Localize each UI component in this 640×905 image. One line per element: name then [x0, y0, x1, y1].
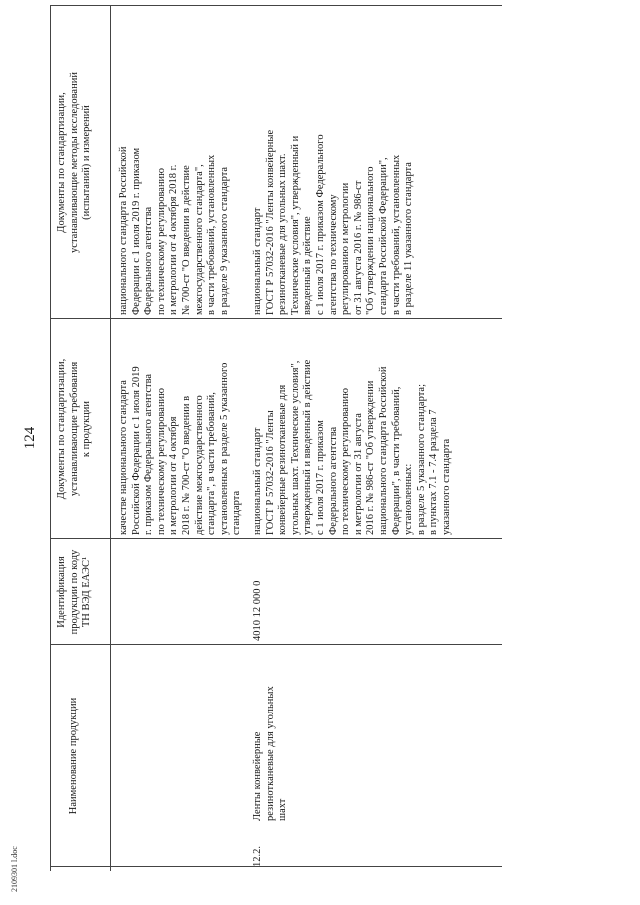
- page-number: 124: [22, 426, 38, 450]
- standards-table: [50, 5, 502, 871]
- row-number-12-2: 12.2.: [252, 846, 263, 867]
- column-rule: [50, 866, 502, 867]
- header-bottom-border: [110, 5, 111, 871]
- product-name-cell: Ленты конвейерные резинотканевые для угольных шахт: [252, 686, 289, 821]
- header-methods-docs: Документы по стандартизации, устанавливающие методы исследований (испытаний) и измерений: [56, 72, 93, 253]
- table-top-border: [50, 5, 51, 871]
- tnved-code-cell: 4010 12 000 0: [252, 580, 263, 641]
- header-product-name: Наименование продукции: [68, 697, 79, 815]
- continued-requirements-cell: качестве национального стандарта Российской Федерации с 1 июля 2019 г. приказом Федерального агентства по техническому регулированию и метрологии от 4 октября 2018 г. № 700-ст "О введении в действие межгосударственного стандарта", в части требований, установленных в разделе 5 указанного стандарта: [118, 362, 243, 535]
- footer-filename: 2109301 l.doc: [10, 846, 19, 892]
- header-requirements-docs: Документы по стандартизации, устанавливающие требования к продукции: [56, 358, 93, 500]
- requirements-cell: национальный стандарт ГОСТ Р 57032-2016 "Ленты конвейерные резинотканевые для угольных шахт. Технические условия", утвержденный и введенный в действие с 1 июля 2017 г. приказом Федерального агентства по техническому регулированию и метрологии от 31 августа 2016 г. № 986-ст "Об утверждении национального стандарта Российской Федерации", в части требований, установленных: в разделе 5 указанного стандарта; в пунктах 7.1 - 7.4 раздела 7 указанного стандарта: [252, 359, 452, 535]
- methods-cell: национальный стандарт ГОСТ Р 57032-2016 "Ленты конвейерные резинотканевые для угольных шахт. Технические условия", утвержденный и введенный в действие с 1 июля 2017 г. приказом Федерального агентства по техническому регулированию и метрологии от 31 августа 2016 г. № 986-ст "Об утверждении национального стандарта Российской Федерации", в части требований, установленных в разделе 11 указанного стандарта: [252, 129, 415, 315]
- rotated-page-content: [20, 5, 520, 871]
- continued-methods-cell: национального стандарта Российской Федерации с 1 июля 2019 г. приказом Федерального агентства по техническому регулированию и метрологии от 4 октября 2018 г. № 700-ст "О введении в действие межгосударственного стандарта", в части требований, установленных в разделе 9 указанного стандарта: [118, 146, 230, 315]
- header-tnved-code: Идентификация продукции по коду ТН ВЭД ЕАЭС¹: [56, 549, 93, 635]
